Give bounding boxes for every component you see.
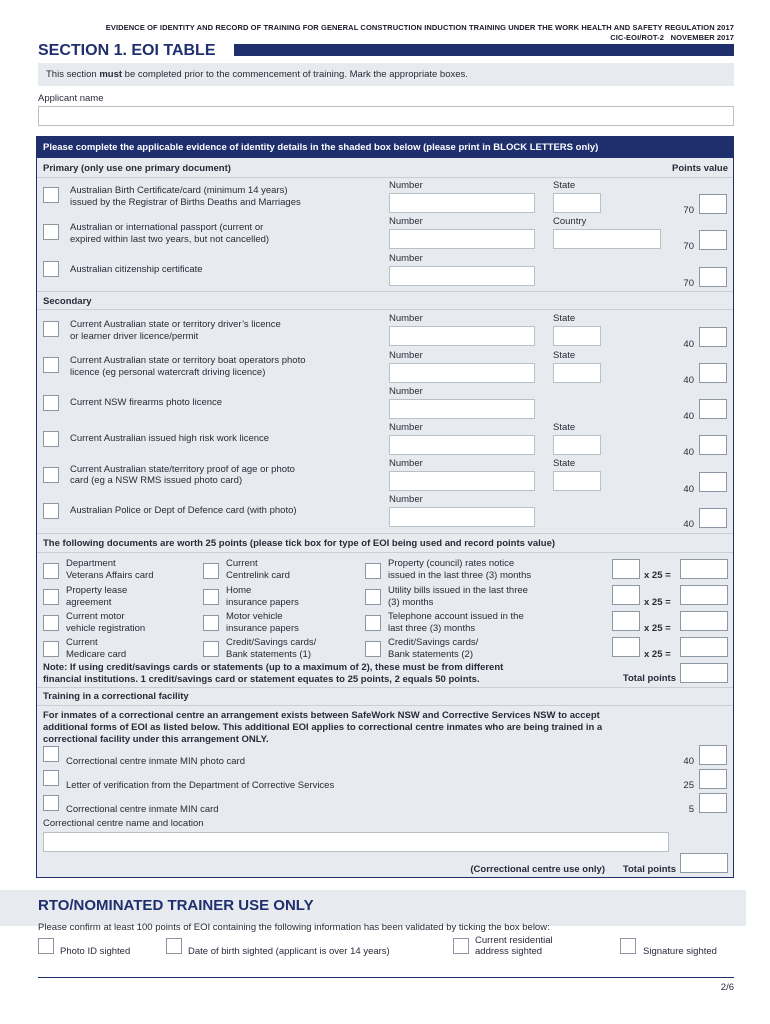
primary-heading: Primary (only use one primary document) [43, 163, 231, 174]
w25-mult-3: x 25 = [644, 623, 671, 634]
centre-name-label: Correctional centre name and location [43, 818, 204, 829]
secondary-points-box-5[interactable] [699, 472, 727, 492]
w25-label-3-1a: Current motor [66, 611, 125, 622]
secondary-heading: Secondary [43, 296, 92, 307]
applicant-name-label: Applicant name [38, 93, 104, 104]
w25-checkbox-4-2[interactable] [203, 641, 219, 657]
primary-country-label-2: Country [553, 216, 587, 227]
correctional-points-box-2[interactable] [699, 769, 727, 789]
rto-label-photo-id: Photo ID sighted [60, 946, 131, 957]
secondary-points-box-4[interactable] [699, 435, 727, 455]
secondary-state-label-5: State [553, 458, 576, 469]
secondary-number-label-2: Number [389, 350, 423, 361]
rto-title: RTO/NOMINATED TRAINER USE ONLY [38, 897, 314, 914]
w25-label-3-1b: vehicle registration [66, 623, 146, 634]
rto-checkbox-address[interactable] [453, 938, 469, 954]
secondary-number-input-5[interactable] [389, 471, 535, 491]
secondary-label-1b: or learner driver licence/permit [70, 331, 199, 342]
correctional-sep-top [37, 687, 733, 688]
w25-label-4-1a: Current [66, 637, 98, 648]
primary-number-input-1[interactable] [389, 193, 535, 213]
rto-checkbox-signature[interactable] [620, 938, 636, 954]
primary-country-input-2[interactable] [553, 229, 661, 249]
secondary-points-box-6[interactable] [699, 508, 727, 528]
secondary-checkbox-2[interactable] [43, 357, 59, 373]
rto-label-address-a: Current residential [475, 935, 553, 946]
secondary-points-box-1[interactable] [699, 327, 727, 347]
w25-count-box-2[interactable] [612, 585, 640, 605]
w25-label-1-3a: Property (council) rates notice [388, 558, 515, 569]
rto-checkbox-dob[interactable] [166, 938, 182, 954]
w25-checkbox-3-1[interactable] [43, 615, 59, 631]
correctional-points-1: 40 [683, 756, 694, 767]
primary-number-label-2: Number [389, 216, 423, 227]
correctional-checkbox-3[interactable] [43, 795, 59, 811]
eoi-banner: Please complete the applicable evidence of identity details in the shaded box below (please print in BLOCK LETTERS only) [36, 136, 734, 158]
worth25-sep-top [37, 533, 733, 534]
w25-checkbox-2-2[interactable] [203, 589, 219, 605]
primary-points-3: 70 [683, 278, 694, 289]
w25-label-4-3b: Bank statements (2) [388, 649, 474, 660]
note-line1: Note: If using credit/savings cards or statements (up to a maximum of 2), these must be from different [43, 662, 504, 673]
secondary-points-1: 40 [683, 339, 694, 350]
section-title: SECTION 1. EOI TABLE [38, 42, 216, 59]
correctional-label-3: Correctional centre inmate MIN card [66, 804, 219, 815]
w25-label-2-3a: Utility bills issued in the last three [388, 585, 528, 596]
secondary-points-2: 40 [683, 375, 694, 386]
w25-count-box-1[interactable] [612, 559, 640, 579]
secondary-label-5b: card (eg a NSW RMS issued photo card) [70, 475, 243, 486]
primary-number-label-3: Number [389, 253, 423, 264]
page-number: 2/6 [720, 982, 734, 993]
doc-header-line1: EVIDENCE OF IDENTITY AND RECORD OF TRAINING FOR GENERAL CONSTRUCTION INDUCTION TRAINING UNDER THE WORK HEALTH AND SAFETY REGULATION 2017 [105, 23, 734, 32]
secondary-checkbox-5[interactable] [43, 467, 59, 483]
secondary-points-4: 40 [683, 447, 694, 458]
w25-label-1-1a: Department [66, 558, 116, 569]
correctional-points-2: 25 [683, 780, 694, 791]
rto-label-address-b: address sighted [475, 946, 543, 957]
secondary-checkbox-1[interactable] [43, 321, 59, 337]
primary-state-label-1: State [553, 180, 576, 191]
correctional-intro-1: For inmates of a correctional centre an arrangement exists between SafeWork NSW and Corrective Services NSW to accept [43, 710, 600, 721]
secondary-number-label-1: Number [389, 313, 423, 324]
secondary-number-input-3[interactable] [389, 399, 535, 419]
rto-label-dob: Date of birth sighted (applicant is over 14 years) [188, 946, 390, 957]
correctional-points-box-1[interactable] [699, 745, 727, 765]
secondary-state-label-2: State [553, 350, 576, 361]
secondary-number-input-4[interactable] [389, 435, 535, 455]
correctional-intro-2: additional forms of EOI as listed below. This additional EOI applies to correctional centre inmates who are being trained in a [43, 722, 603, 733]
w25-label-1-2a: Current [226, 558, 258, 569]
correctional-label-2: Letter of verification from the Department of Corrective Services [66, 780, 335, 791]
w25-count-box-4[interactable] [612, 637, 640, 657]
w25-label-4-2a: Credit/Savings cards/ [226, 637, 317, 648]
w25-checkbox-2-1[interactable] [43, 589, 59, 605]
primary-number-input-3[interactable] [389, 266, 535, 286]
secondary-label-2b: licence (eg personal watercraft driving licence) [70, 367, 266, 378]
secondary-state-input-5[interactable] [553, 471, 601, 491]
w25-label-4-1b: Medicare card [66, 649, 127, 660]
w25-checkbox-4-1[interactable] [43, 641, 59, 657]
secondary-number-label-5: Number [389, 458, 423, 469]
w25-checkbox-4-3[interactable] [365, 641, 381, 657]
rto-checkbox-photo-id[interactable] [38, 938, 54, 954]
total-points-label: Total points [622, 673, 676, 684]
w25-label-1-3b: issued in the last three (3) months [388, 570, 532, 581]
secondary-number-label-6: Number [389, 494, 423, 505]
secondary-points-5: 40 [683, 484, 694, 495]
primary-label-1a: Australian Birth Certificate/card (minimum 14 years) [70, 185, 288, 196]
secondary-checkbox-4[interactable] [43, 431, 59, 447]
w25-label-2-1a: Property lease [66, 585, 128, 596]
correctional-heading: Training in a correctional facility [43, 691, 189, 702]
primary-state-input-1[interactable] [553, 193, 601, 213]
section-title-bar [234, 44, 734, 56]
primary-points-1: 70 [683, 205, 694, 216]
secondary-points-box-3[interactable] [699, 399, 727, 419]
secondary-number-input-6[interactable] [389, 507, 535, 527]
secondary-points-box-2[interactable] [699, 363, 727, 383]
primary-checkbox-3[interactable] [43, 261, 59, 277]
primary-number-label-1: Number [389, 180, 423, 191]
w25-checkbox-3-2[interactable] [203, 615, 219, 631]
secondary-label-1a: Current Australian state or territory driver’s licence [70, 319, 281, 330]
w25-label-4-3a: Credit/Savings cards/ [388, 637, 479, 648]
w25-label-3-2a: Motor vehicle [226, 611, 283, 622]
rto-label-signature: Signature sighted [643, 946, 717, 957]
primary-points-box-3[interactable] [699, 267, 727, 287]
secondary-checkbox-3[interactable] [43, 395, 59, 411]
primary-sep [37, 177, 733, 178]
correctional-checkbox-1[interactable] [43, 746, 59, 762]
primary-checkbox-1[interactable] [43, 187, 59, 203]
w25-checkbox-2-3[interactable] [365, 589, 381, 605]
note-line2: financial institutions. 1 credit/savings card or statement equates to 25 points, 2 equals 50 points. [43, 674, 480, 685]
w25-label-3-3a: Telephone account issued in the [388, 611, 524, 622]
worth25-heading: The following documents are worth 25 points (please tick box for type of EOI being used and record points value) [43, 538, 556, 549]
w25-label-2-1b: agreement [66, 597, 112, 608]
notice-bold: must [99, 69, 123, 80]
w25-label-3-2b: insurance papers [226, 623, 299, 634]
points-heading: Points value [672, 163, 728, 174]
centre-name-input[interactable] [43, 832, 669, 852]
secondary-number-input-2[interactable] [389, 363, 535, 383]
notice-pre: This section [46, 69, 100, 80]
w25-checkbox-1-1[interactable] [43, 563, 59, 579]
notice-post: be completed prior to the commencement of training. Mark the appropriate boxes. [122, 69, 468, 80]
w25-label-3-3b: last three (3) months [388, 623, 476, 634]
correctional-points-box-3[interactable] [699, 793, 727, 813]
secondary-points-3: 40 [683, 411, 694, 422]
secondary-label-5a: Current Australian state/territory proof of age or photo [70, 464, 295, 475]
total-points-box-2[interactable] [680, 853, 728, 873]
w25-checkbox-1-3[interactable] [365, 563, 381, 579]
primary-label-3a: Australian citizenship certificate [70, 264, 203, 275]
secondary-number-label-4: Number [389, 422, 423, 433]
secondary-sep-top [37, 291, 733, 292]
doc-header-line2: CIC-EOI/ROT-2 NOVEMBER 2017 [610, 33, 734, 42]
correctional-intro-3: correctional facility under this arrangement ONLY. [43, 734, 269, 745]
secondary-checkbox-6[interactable] [43, 503, 59, 519]
w25-checkbox-1-2[interactable] [203, 563, 219, 579]
w25-label-1-1b: Veterans Affairs card [66, 570, 154, 581]
w25-label-2-2b: insurance papers [226, 597, 299, 608]
secondary-label-6a: Australian Police or Dept of Defence card (with photo) [70, 505, 297, 516]
section-notice [38, 63, 734, 86]
total-points-box[interactable] [680, 663, 728, 683]
primary-points-box-2[interactable] [699, 230, 727, 250]
w25-total-box-3[interactable] [680, 611, 728, 631]
primary-points-2: 70 [683, 241, 694, 252]
primary-points-box-1[interactable] [699, 194, 727, 214]
w25-mult-2: x 25 = [644, 597, 671, 608]
primary-number-input-2[interactable] [389, 229, 535, 249]
secondary-state-input-1[interactable] [553, 326, 601, 346]
secondary-state-label-4: State [553, 422, 576, 433]
correctional-label-1: Correctional centre inmate MIN photo card [66, 756, 245, 767]
total-points-label-2: Total points [622, 864, 676, 875]
secondary-label-2a: Current Australian state or territory boat operators photo [70, 355, 306, 366]
w25-label-2-2a: Home [226, 585, 252, 596]
primary-checkbox-2[interactable] [43, 224, 59, 240]
correctional-sep [37, 705, 733, 706]
correctional-points-3: 5 [688, 804, 694, 815]
rto-instruction: Please confirm at least 100 points of EOI containing the following information has been validated by ticking the box below: [38, 922, 550, 933]
w25-checkbox-3-3[interactable] [365, 615, 381, 631]
secondary-number-label-3: Number [389, 386, 423, 397]
primary-label-1b: issued by the Registrar of Births Deaths and Marriages [70, 197, 301, 208]
w25-total-box-4[interactable] [680, 637, 728, 657]
w25-mult-4: x 25 = [644, 649, 671, 660]
secondary-points-6: 40 [683, 519, 694, 530]
w25-mult-1: x 25 = [644, 570, 671, 581]
w25-label-4-2b: Bank statements (1) [226, 649, 312, 660]
secondary-number-input-1[interactable] [389, 326, 535, 346]
applicant-name-input[interactable] [38, 106, 734, 126]
primary-label-2a: Australian or international passport (current or [70, 222, 264, 233]
secondary-state-input-2[interactable] [553, 363, 601, 383]
footer-rule [38, 977, 734, 978]
secondary-sep [37, 309, 733, 310]
w25-total-box-1[interactable] [680, 559, 728, 579]
secondary-state-label-1: State [553, 313, 576, 324]
centre-use-only: (Correctional centre use only) [470, 864, 605, 875]
secondary-label-3a: Current NSW firearms photo licence [70, 397, 223, 408]
w25-count-box-3[interactable] [612, 611, 640, 631]
w25-total-box-2[interactable] [680, 585, 728, 605]
w25-label-1-2b: Centrelink card [226, 570, 290, 581]
secondary-state-input-4[interactable] [553, 435, 601, 455]
w25-label-2-3b: (3) months [388, 597, 434, 608]
worth25-sep [37, 552, 733, 553]
secondary-label-4a: Current Australian issued high risk work licence [70, 433, 270, 444]
correctional-checkbox-2[interactable] [43, 770, 59, 786]
primary-label-2b: expired within last two years, but not cancelled) [70, 234, 270, 245]
